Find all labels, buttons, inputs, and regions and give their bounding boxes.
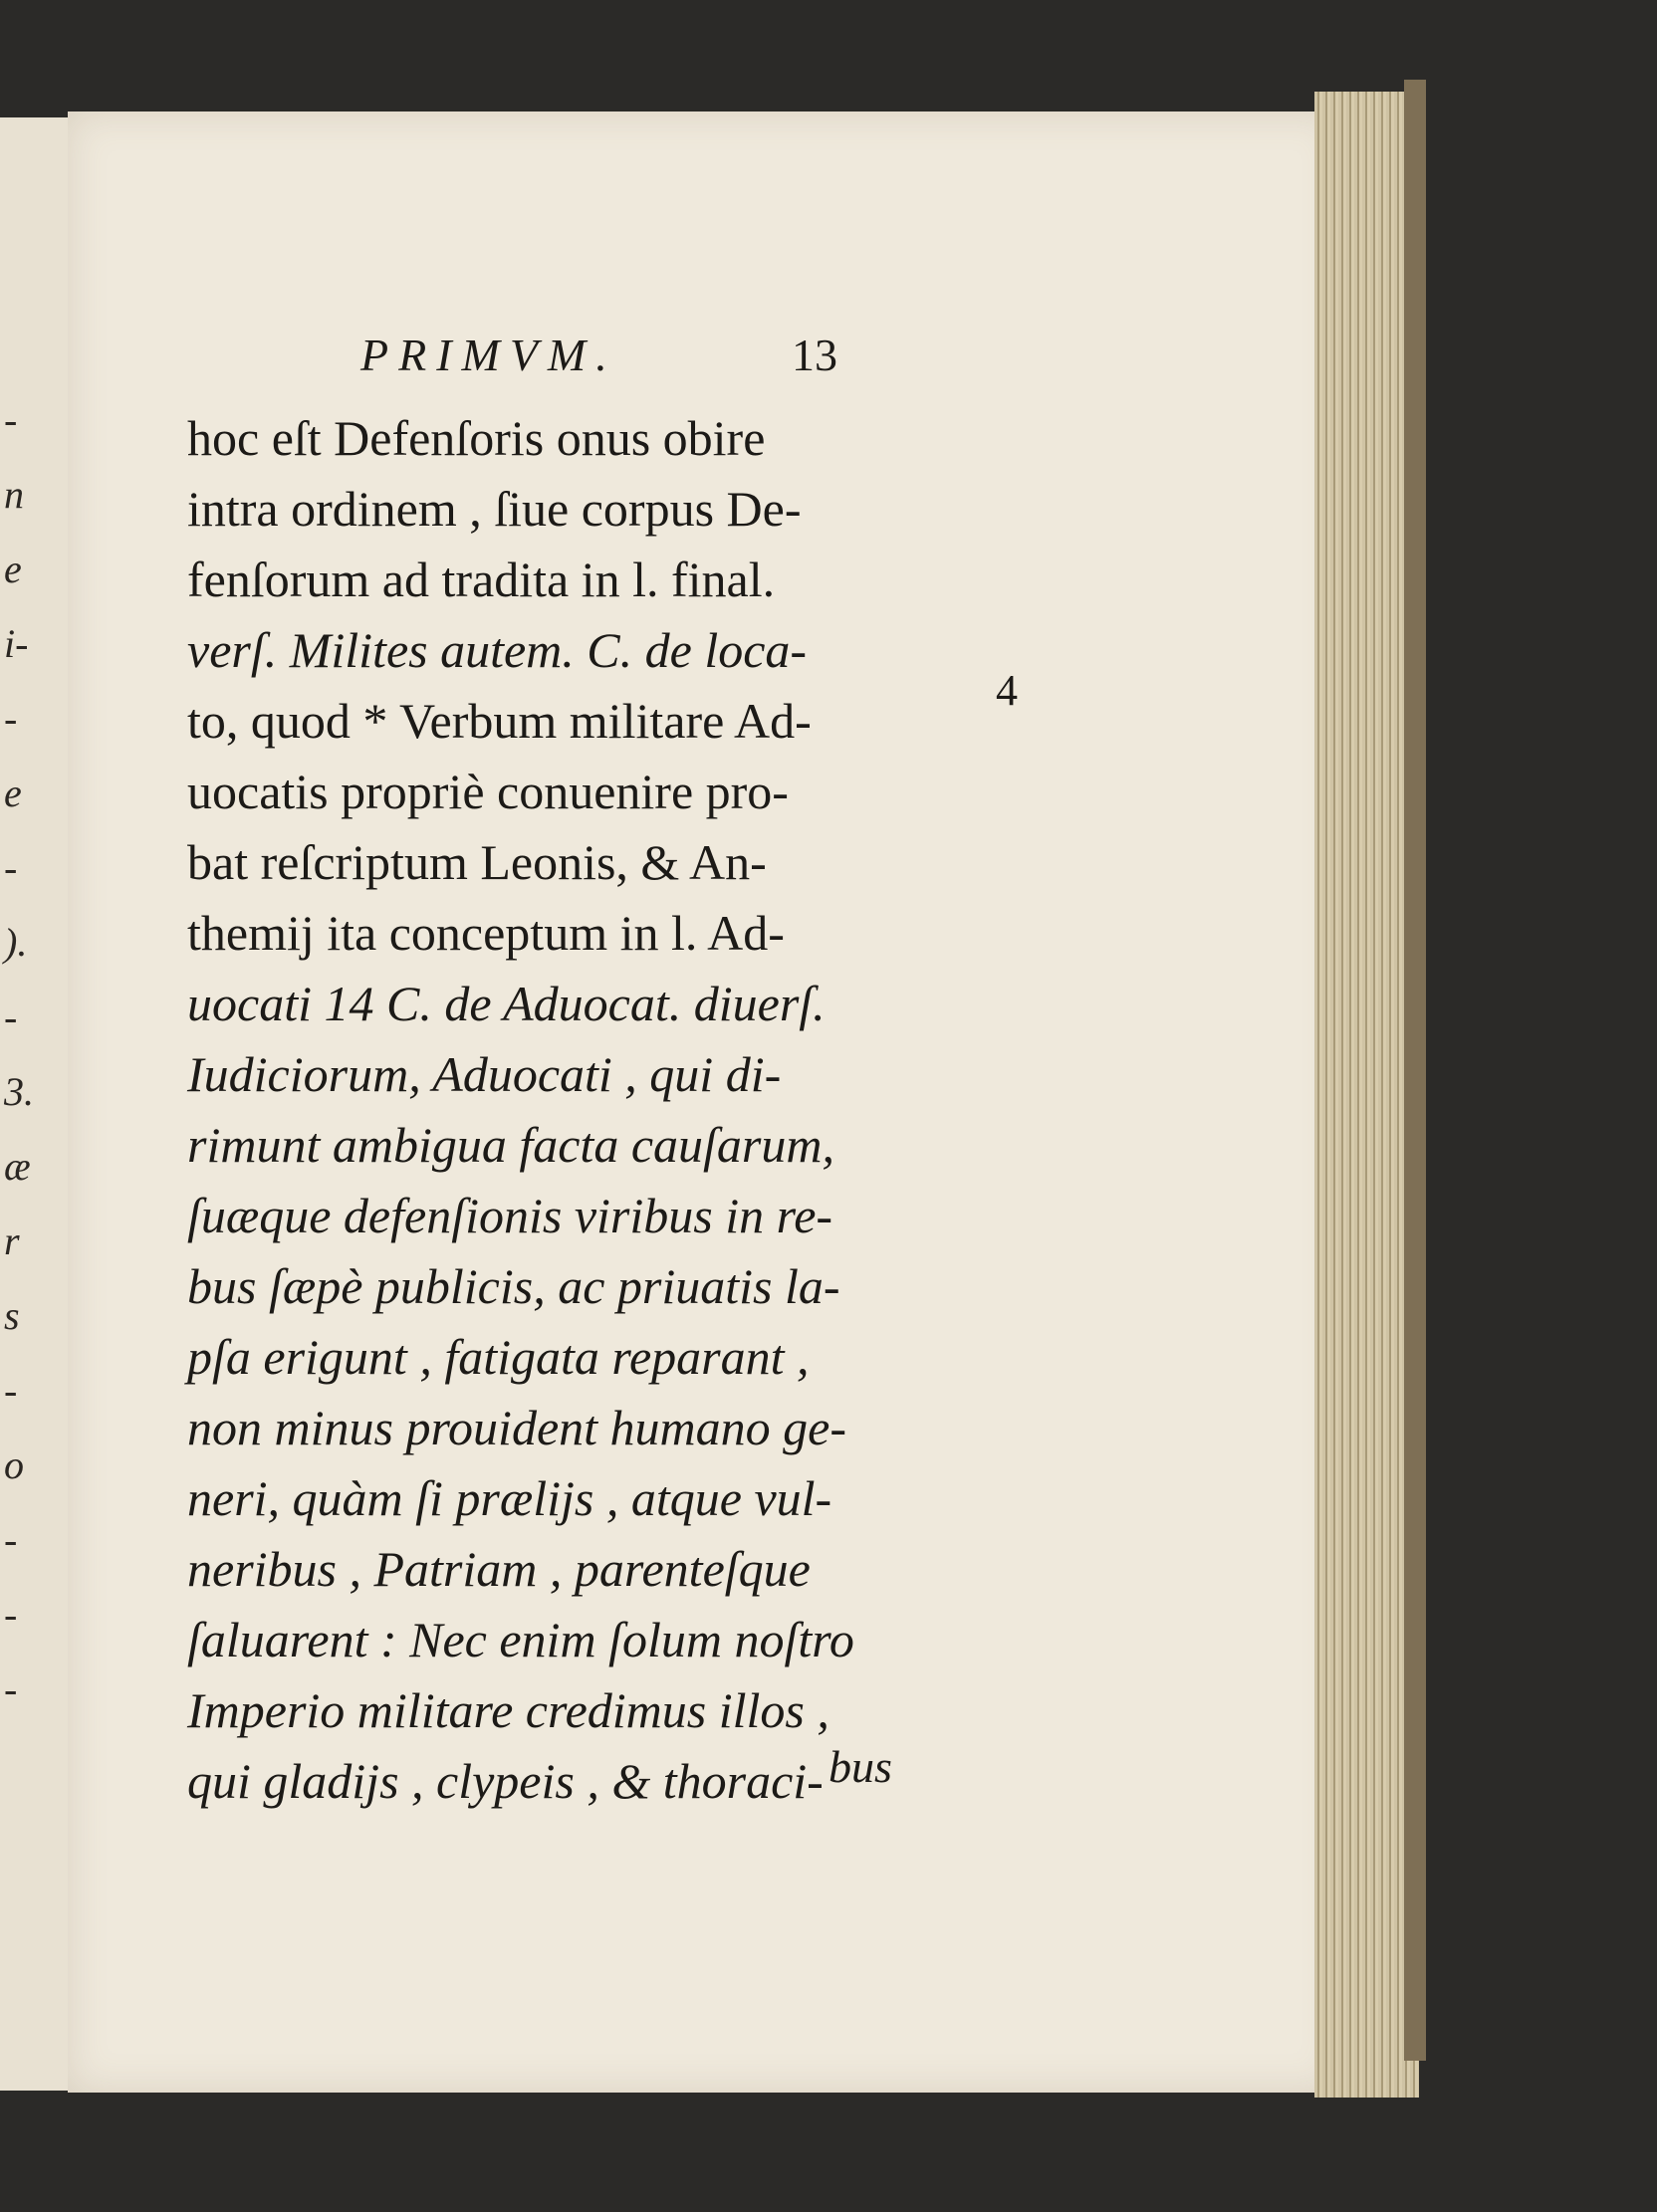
left-page-fragment: - bbox=[4, 845, 18, 890]
text-line: rimunt ambigua facta cauſarum, bbox=[187, 1117, 834, 1173]
text-line: neri, quàm ſi prælijs , atque vul- bbox=[187, 1470, 832, 1526]
text-line: uocatis propriè conuenire pro- bbox=[187, 764, 789, 819]
text-line: uocati 14 C. de Aduocat. diuerſ. bbox=[187, 976, 826, 1031]
text-line: fenſorum ad tradita in l. final. bbox=[187, 552, 776, 607]
left-page-fragment: r bbox=[4, 1218, 20, 1263]
text-line: qui gladijs , clypeis , & thoraci- bbox=[187, 1753, 824, 1809]
text-line: to, quod * Verbum militare Ad- bbox=[187, 693, 812, 749]
left-page-fragment: 3. bbox=[4, 1069, 34, 1114]
left-page-fragment: s bbox=[4, 1293, 20, 1338]
left-page-fragment: - bbox=[4, 1592, 18, 1637]
page-number: 13 bbox=[792, 330, 837, 380]
left-page-fragment: - bbox=[4, 995, 18, 1039]
text-line: Imperio militare credimus illos , bbox=[187, 1682, 829, 1738]
left-page-fragment: n bbox=[4, 472, 24, 517]
left-page-fragment: e bbox=[4, 771, 22, 815]
text-line: verſ. Milites autem. C. de loca- bbox=[187, 622, 808, 678]
text-line: non minus prouident humano ge- bbox=[187, 1400, 846, 1455]
left-page-fragment: - bbox=[4, 1368, 18, 1413]
text-line: pſa erigunt , fatigata reparant , bbox=[187, 1329, 810, 1385]
left-page-fragment: i- bbox=[4, 621, 29, 666]
left-page-fragment: - bbox=[4, 1666, 18, 1711]
left-page-fragment: e bbox=[4, 547, 22, 591]
text-line: ſuæque defenſionis viribus in re- bbox=[187, 1188, 833, 1243]
left-page-fragment: - bbox=[4, 1517, 18, 1562]
text-line: hoc eſt Defenſoris onus obire bbox=[187, 410, 766, 466]
text-line: themij ita conceptum in l. Ad- bbox=[187, 905, 785, 961]
catchword: bus bbox=[828, 1741, 892, 1792]
left-page-edge bbox=[0, 117, 72, 2091]
text-line: bat reſcriptum Leonis, & An- bbox=[187, 834, 767, 890]
text-line: intra ordinem , ſiue corpus De- bbox=[187, 481, 802, 537]
left-page-fragment: æ bbox=[4, 1144, 31, 1189]
left-page-fragment: o bbox=[4, 1442, 24, 1487]
margin-note: 4 bbox=[996, 666, 1018, 715]
left-page-fragment: - bbox=[4, 397, 18, 442]
running-head: PRIMVM. bbox=[360, 330, 617, 380]
text-line: Iudiciorum, Aduocati , qui di- bbox=[187, 1046, 782, 1102]
text-line: bus ſæpè publicis, ac priuatis la- bbox=[187, 1258, 840, 1314]
book-cover-edge bbox=[1404, 80, 1426, 2061]
left-page-fragment: - bbox=[4, 696, 18, 741]
text-line: neribus , Patriam , parenteſque bbox=[187, 1541, 811, 1597]
text-line: ſaluarent : Nec enim ſolum noſtro bbox=[187, 1612, 854, 1667]
left-page-fragment: ). bbox=[4, 920, 28, 965]
